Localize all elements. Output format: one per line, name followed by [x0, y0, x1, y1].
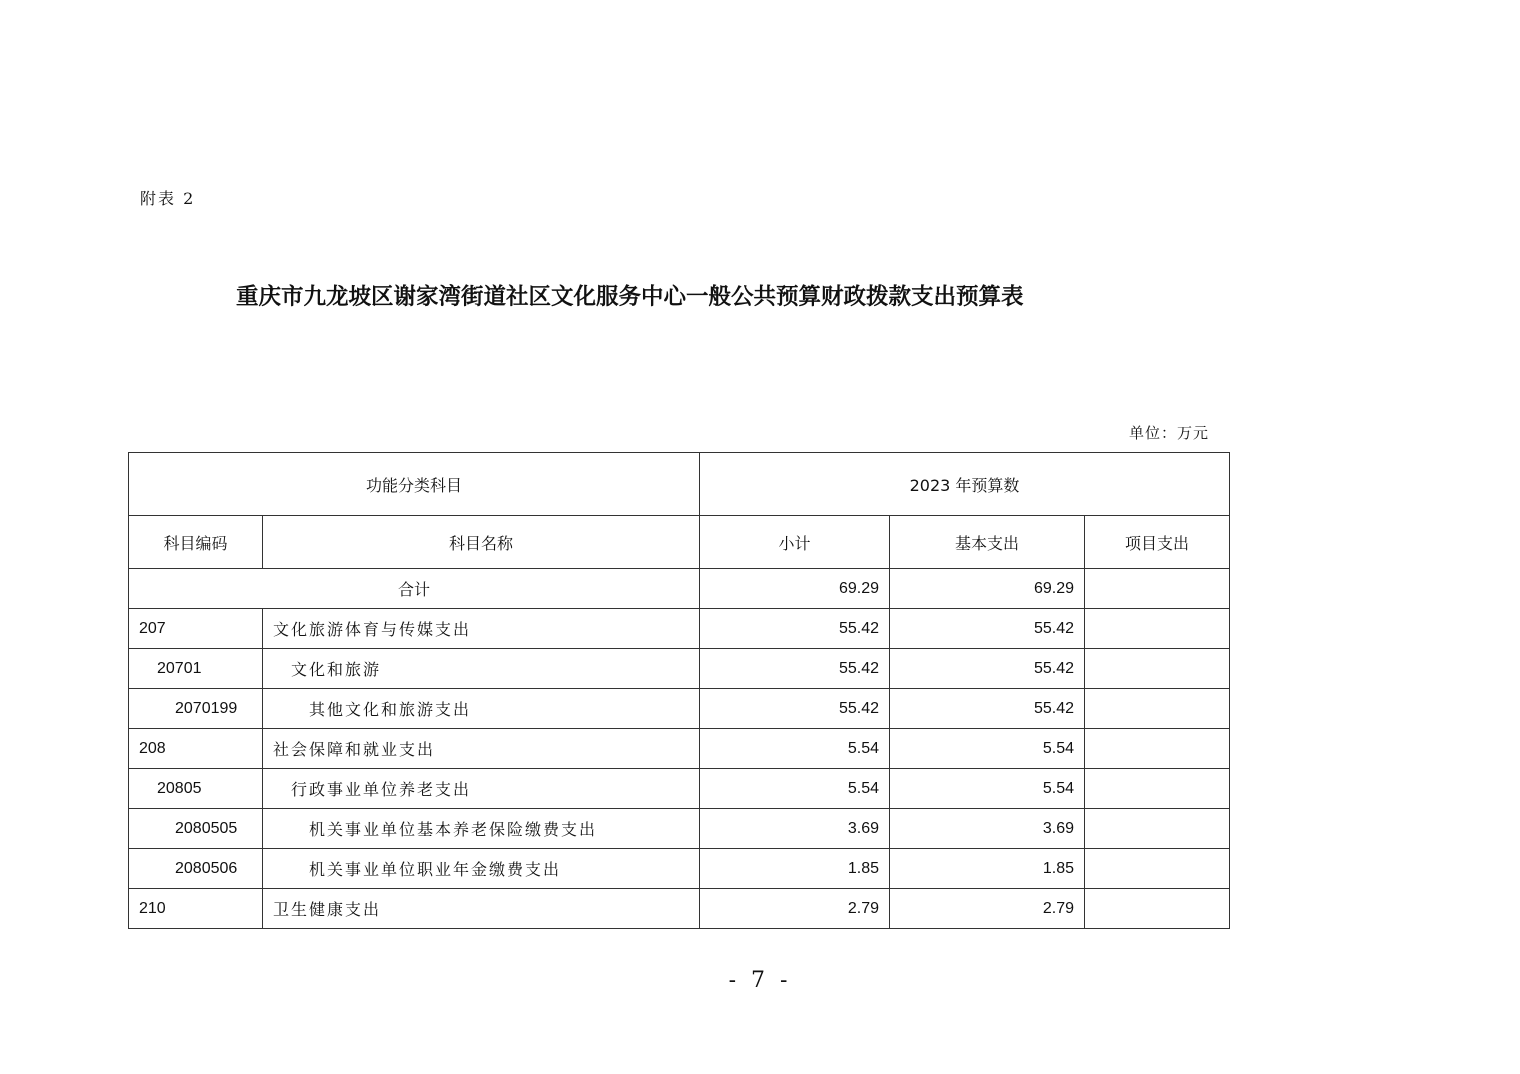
page-number: - 7 - — [728, 968, 792, 993]
row-code: 20805 — [129, 769, 263, 809]
row-subtotal: 3.69 — [700, 809, 890, 849]
row-project — [1085, 609, 1230, 649]
budget-table — [128, 452, 1230, 929]
row-basic: 5.54 — [890, 729, 1085, 769]
row-name: 行政事业单位养老支出 — [263, 769, 700, 809]
row-basic: 5.54 — [890, 769, 1085, 809]
total-label: 合计 — [129, 569, 700, 609]
header-project: 项目支出 — [1085, 516, 1230, 569]
header-code: 科目编码 — [129, 516, 263, 569]
table-row — [129, 649, 1230, 689]
row-project — [1085, 769, 1230, 809]
page-title: 重庆市九龙坡区谢家湾街道社区文化服务中心一般公共预算财政拨款支出预算表 — [236, 284, 1024, 310]
row-basic: 55.42 — [890, 689, 1085, 729]
row-subtotal: 2.79 — [700, 889, 890, 929]
row-subtotal: 1.85 — [700, 849, 890, 889]
row-project — [1085, 849, 1230, 889]
row-basic: 1.85 — [890, 849, 1085, 889]
header-row-2 — [129, 516, 1230, 569]
table-row — [129, 689, 1230, 729]
row-name: 卫生健康支出 — [263, 889, 700, 929]
header-functional-classification: 功能分类科目 — [129, 453, 700, 516]
row-subtotal: 55.42 — [700, 649, 890, 689]
total-row — [129, 569, 1230, 609]
header-subtotal: 小计 — [700, 516, 890, 569]
row-code: 210 — [129, 889, 263, 929]
row-name: 社会保障和就业支出 — [263, 729, 700, 769]
row-basic: 3.69 — [890, 809, 1085, 849]
row-project — [1085, 729, 1230, 769]
table-row — [129, 809, 1230, 849]
row-subtotal: 5.54 — [700, 769, 890, 809]
row-name: 文化旅游体育与传媒支出 — [263, 609, 700, 649]
attachment-label: 附表 2 — [140, 189, 196, 208]
header-budget-year: 2023 年预算数 — [700, 453, 1230, 516]
row-basic: 55.42 — [890, 609, 1085, 649]
row-basic: 2.79 — [890, 889, 1085, 929]
row-code: 207 — [129, 609, 263, 649]
row-name: 其他文化和旅游支出 — [263, 689, 700, 729]
header-row-1 — [129, 453, 1230, 516]
header-name: 科目名称 — [263, 516, 700, 569]
row-name: 机关事业单位基本养老保险缴费支出 — [263, 809, 700, 849]
total-subtotal: 69.29 — [700, 569, 890, 609]
row-project — [1085, 809, 1230, 849]
row-project — [1085, 889, 1230, 929]
row-subtotal: 55.42 — [700, 609, 890, 649]
row-name: 文化和旅游 — [263, 649, 700, 689]
row-project — [1085, 689, 1230, 729]
table-row — [129, 849, 1230, 889]
unit-label: 单位：万元 — [1129, 424, 1210, 442]
table-row — [129, 889, 1230, 929]
total-basic: 69.29 — [890, 569, 1085, 609]
row-subtotal: 55.42 — [700, 689, 890, 729]
row-code: 2080505 — [129, 809, 263, 849]
total-project — [1085, 569, 1230, 609]
row-name: 机关事业单位职业年金缴费支出 — [263, 849, 700, 889]
row-code: 2080506 — [129, 849, 263, 889]
row-code: 208 — [129, 729, 263, 769]
row-basic: 55.42 — [890, 649, 1085, 689]
table-row — [129, 769, 1230, 809]
row-subtotal: 5.54 — [700, 729, 890, 769]
header-basic: 基本支出 — [890, 516, 1085, 569]
row-project — [1085, 649, 1230, 689]
table-row — [129, 609, 1230, 649]
table-row — [129, 729, 1230, 769]
row-code: 2070199 — [129, 689, 263, 729]
row-code: 20701 — [129, 649, 263, 689]
